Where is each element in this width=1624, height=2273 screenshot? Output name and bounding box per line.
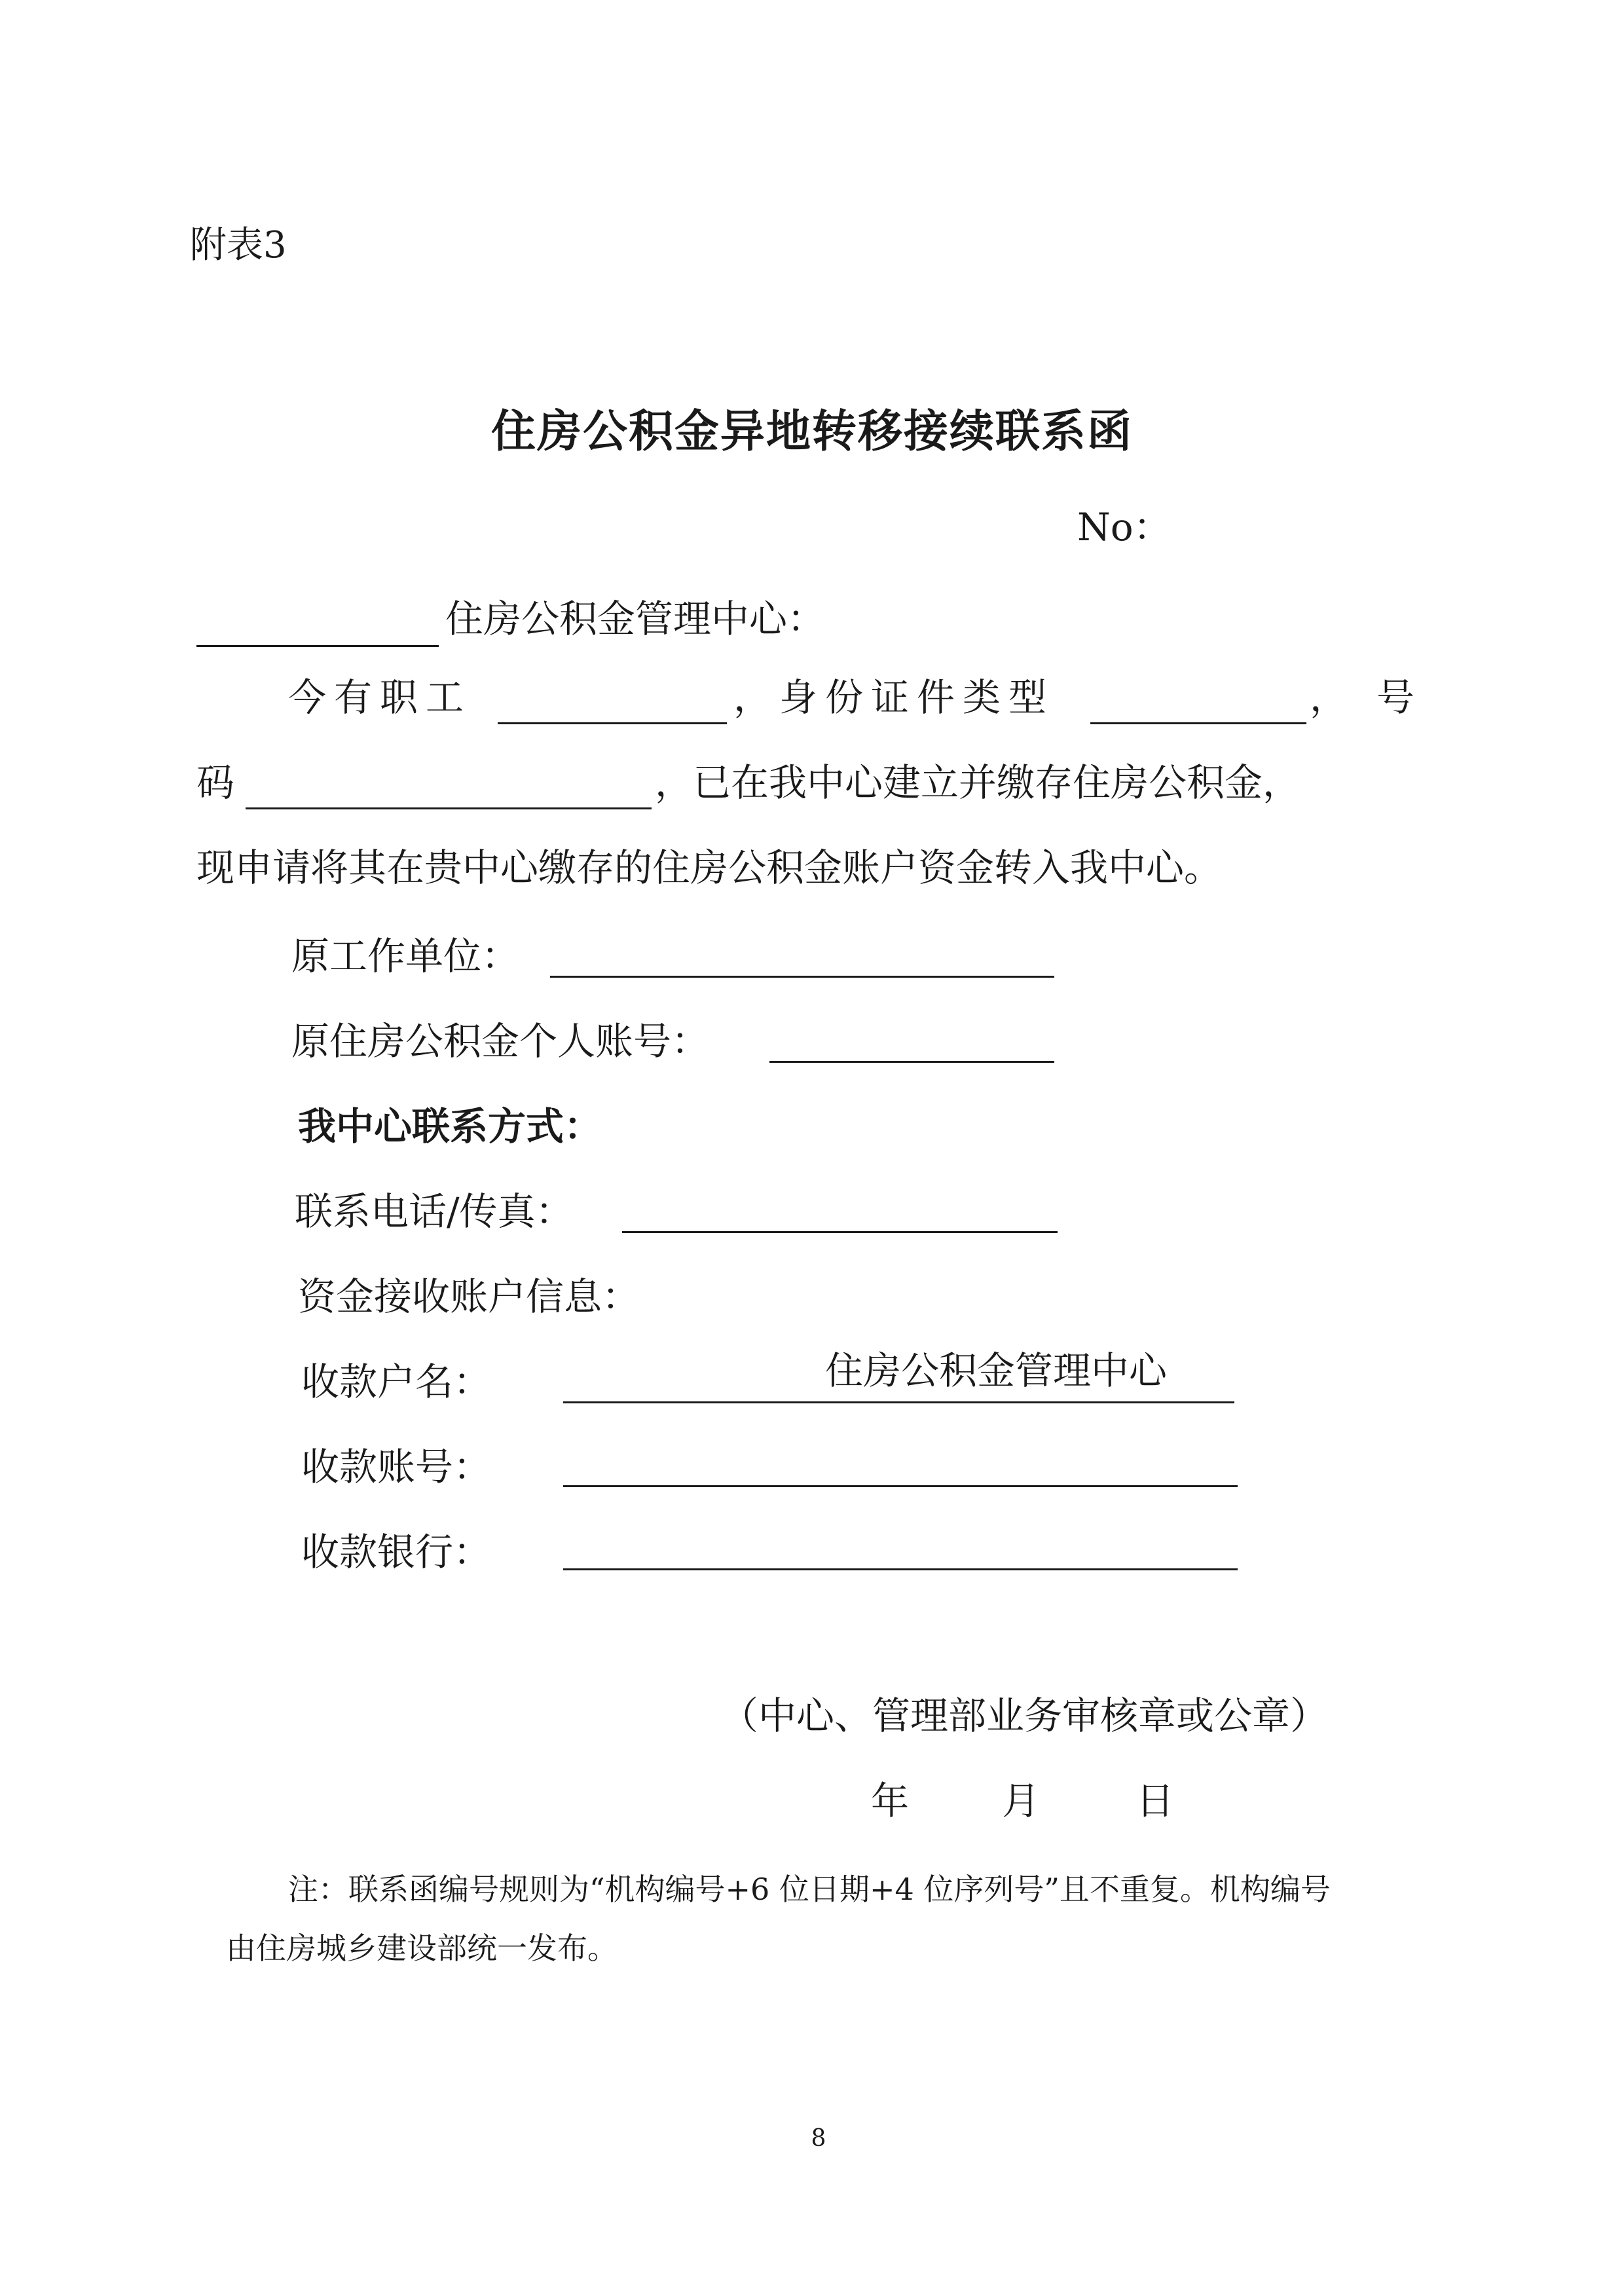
former-account-blank[interactable] bbox=[769, 1061, 1054, 1063]
seal-text: （中心、管理部业务审核章或公章） bbox=[720, 1693, 1329, 1738]
employee-prefix: 今有职工 bbox=[288, 675, 472, 720]
phone-fax-label: 联系电话/传真： bbox=[295, 1189, 574, 1234]
account-info-label: 资金接收账户信息： bbox=[298, 1274, 640, 1319]
payee-account-label: 收款账号： bbox=[301, 1445, 492, 1489]
established-text: ，已在我中心建立并缴存住房公积金， bbox=[655, 760, 1301, 805]
payee-bank-blank[interactable] bbox=[563, 1568, 1238, 1570]
former-employer-blank[interactable] bbox=[550, 976, 1054, 978]
date-day: 日 bbox=[1136, 1779, 1175, 1823]
employee-name-blank[interactable] bbox=[498, 722, 727, 724]
id-number-blank[interactable] bbox=[246, 807, 652, 809]
page-number: 8 bbox=[811, 2125, 826, 2152]
request-text: 现申请将其在贵中心缴存的住房公积金账户资金转入我中心。 bbox=[196, 845, 1223, 890]
payee-bank-label: 收款银行： bbox=[301, 1530, 492, 1574]
note-line-1: 注：联系函编号规则为“机构编号+6 位日期+4 位序列号”且不重复。机构编号 bbox=[288, 1872, 1331, 1907]
addressee-blank[interactable] bbox=[196, 645, 439, 647]
payee-name-blank[interactable] bbox=[563, 1401, 1234, 1403]
number-label: No： bbox=[1077, 505, 1172, 549]
note-line-2: 由住房城乡建设部统一发布。 bbox=[226, 1931, 618, 1966]
addressee-label: 住房公积金管理中心： bbox=[445, 597, 826, 641]
payee-account-blank[interactable] bbox=[563, 1485, 1238, 1487]
date-year: 年 bbox=[871, 1779, 910, 1823]
phone-fax-blank[interactable] bbox=[622, 1231, 1058, 1233]
date-month: 月 bbox=[1002, 1779, 1041, 1823]
id-type-label: ，身份证件类型 bbox=[733, 675, 1055, 720]
code-char: 码 bbox=[196, 760, 235, 805]
attachment-label: 附表3 bbox=[190, 224, 287, 267]
payee-name-label: 收款户名： bbox=[301, 1359, 492, 1404]
contact-heading: 我中心联系方式： bbox=[298, 1104, 602, 1149]
number-tail: ，号 bbox=[1310, 675, 1444, 720]
payee-name-value: 住房公积金管理中心 bbox=[825, 1348, 1168, 1393]
former-employer-label: 原工作单位： bbox=[291, 934, 520, 978]
id-type-blank[interactable] bbox=[1090, 722, 1306, 724]
page-title: 住房公积金异地转移接续联系函 bbox=[490, 405, 1133, 458]
former-account-label: 原住房公积金个人账号： bbox=[291, 1019, 710, 1063]
